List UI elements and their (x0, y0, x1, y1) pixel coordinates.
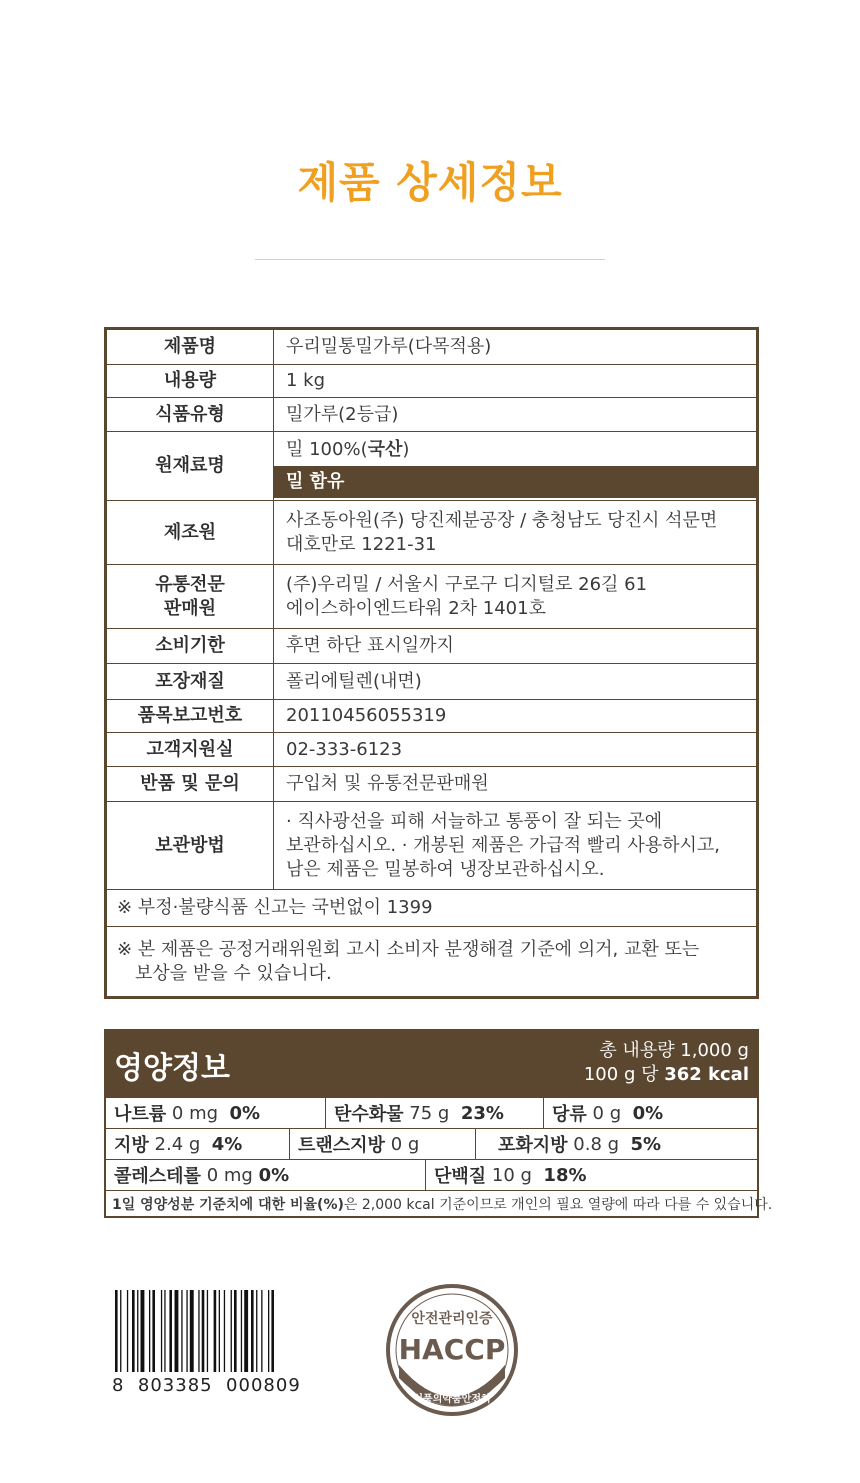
nutrition-row (106, 1128, 757, 1159)
row-value: 우리밀통밀가루(다목적용) (274, 330, 757, 365)
kcal-value: 362 kcal (664, 1064, 749, 1085)
ingredient-suffix: ) (402, 439, 410, 460)
table-row (107, 432, 757, 501)
value-line: 남은 제품은 밀봉하여 냉장보관하십시오. (286, 858, 605, 880)
table-row (107, 629, 757, 664)
value-line: 보관하십시오. · 개봉된 제품은 가급적 빨리 사용하시고, (286, 834, 721, 856)
row-label: 제품명 (107, 330, 274, 365)
total-amount: 총 내용량 1,000 g (599, 1040, 749, 1061)
allergen-bar: 밀 함유 (274, 466, 756, 498)
ingredient-prefix: 밀 100%( (286, 439, 368, 460)
table-row (107, 733, 757, 767)
row-value: 02-333-6123 (274, 733, 757, 767)
table-row (107, 802, 757, 890)
table-row (107, 767, 757, 802)
table-row (107, 927, 757, 997)
row-label (107, 565, 274, 629)
row-label: 보관방법 (107, 802, 274, 890)
haccp-bottom-text: 식품의약품안전처 (413, 1394, 491, 1405)
label-line: 판매원 (163, 597, 217, 619)
row-label: 소비기한 (107, 629, 274, 664)
note-line: 보상을 받을 수 있습니다. (135, 962, 332, 984)
row-value: 후면 하단 표시일까지 (274, 629, 757, 664)
row-label: 반품 및 문의 (107, 767, 274, 802)
title-divider (255, 259, 605, 260)
nutrition-header (106, 1031, 757, 1097)
note-line: ※ 본 제품은 공정거래위원회 고시 소비자 분쟁해결 기준에 의거, 교환 또는 (117, 938, 700, 960)
nutrient-cholesterol: 콜레스테롤 0 mg 0% (106, 1160, 426, 1190)
footnote-rest: 은 2,000 kcal 기준이므로 개인의 필요 열량에 따라 다를 수 있습니다. (343, 1197, 773, 1213)
nutrient-saturated-fat: 포화지방 0.8 g 5% (498, 1133, 662, 1156)
label-line: 유통전문 (155, 573, 225, 595)
product-info-table (104, 327, 759, 999)
table-row (107, 565, 757, 629)
row-label: 식품유형 (107, 398, 274, 432)
nutrition-row (106, 1159, 757, 1190)
per-amount: 100 g 당 (583, 1064, 665, 1085)
nutrient-sugars: 당류 0 g 0% (552, 1102, 664, 1125)
nutrition-total (584, 1039, 749, 1087)
nutrient-protein: 단백질 10 g 18% (434, 1164, 587, 1187)
value-line: · 직사광선을 피해 서늘하고 통풍이 잘 되는 곳에 (286, 810, 663, 832)
barcode-digits: 8 803385 000809 (112, 1375, 301, 1396)
row-label: 포장재질 (107, 664, 274, 700)
row-value: 구입처 및 유통전문판매원 (274, 767, 757, 802)
table-row (107, 398, 757, 432)
nutrient-trans-fat: 트랜스지방 0 g (290, 1129, 476, 1159)
nutrient-fat: 지방 2.4 g 4% (106, 1129, 290, 1159)
nutrition-panel (104, 1029, 773, 1218)
row-value (274, 802, 757, 890)
value-line: 사조동아원(주) 당진제분공장 / 충청남도 당진시 석문면 (286, 509, 718, 531)
row-value (274, 501, 757, 565)
value-line: 대호만로 1221-31 (286, 533, 437, 555)
table-row (107, 664, 757, 700)
exchange-note (107, 927, 757, 997)
row-value (274, 432, 757, 501)
nutrition-row (106, 1097, 757, 1128)
value-line: (주)우리밀 / 서울시 구로구 디지털로 26길 61 (286, 573, 648, 595)
nutrition-footnote (106, 1190, 773, 1216)
row-value: 20110456055319 (274, 700, 757, 733)
haccp-top-text: 안전관리인증 (411, 1311, 493, 1327)
table-row (107, 501, 757, 565)
row-value: 밀가루(2등급) (274, 398, 757, 432)
table-row (107, 890, 757, 927)
row-label: 제조원 (107, 501, 274, 565)
row-label: 고객지원실 (107, 733, 274, 767)
nutrition-title: 영양정보 (114, 1051, 230, 1086)
row-value: 폴리에틸렌(내면) (274, 664, 757, 700)
report-note: ※ 부정·불량식품 신고는 국번없이 1399 (107, 890, 757, 927)
row-value (274, 565, 757, 629)
row-label: 내용량 (107, 365, 274, 398)
footnote-bold: 1일 영양성분 기준치에 대한 비율(%) (112, 1197, 344, 1213)
row-label: 품목보고번호 (107, 700, 274, 733)
nutrient-carbohydrate: 탄수화물 75 g 23% (326, 1098, 544, 1128)
row-value: 1 kg (274, 365, 757, 398)
page-title: 제품 상세정보 (297, 158, 563, 207)
table-row (107, 330, 757, 365)
nutrient-sodium: 나트륨 0 mg 0% (106, 1098, 326, 1128)
value-line: 에이스하이엔드타워 2차 1401호 (286, 597, 546, 619)
haccp-logo-text: HACCP (398, 1333, 506, 1366)
ingredient-origin: 국산 (367, 439, 403, 460)
table-row (107, 365, 757, 398)
table-row (107, 700, 757, 733)
row-label: 원재료명 (107, 432, 274, 501)
haccp-logo (385, 1283, 519, 1417)
